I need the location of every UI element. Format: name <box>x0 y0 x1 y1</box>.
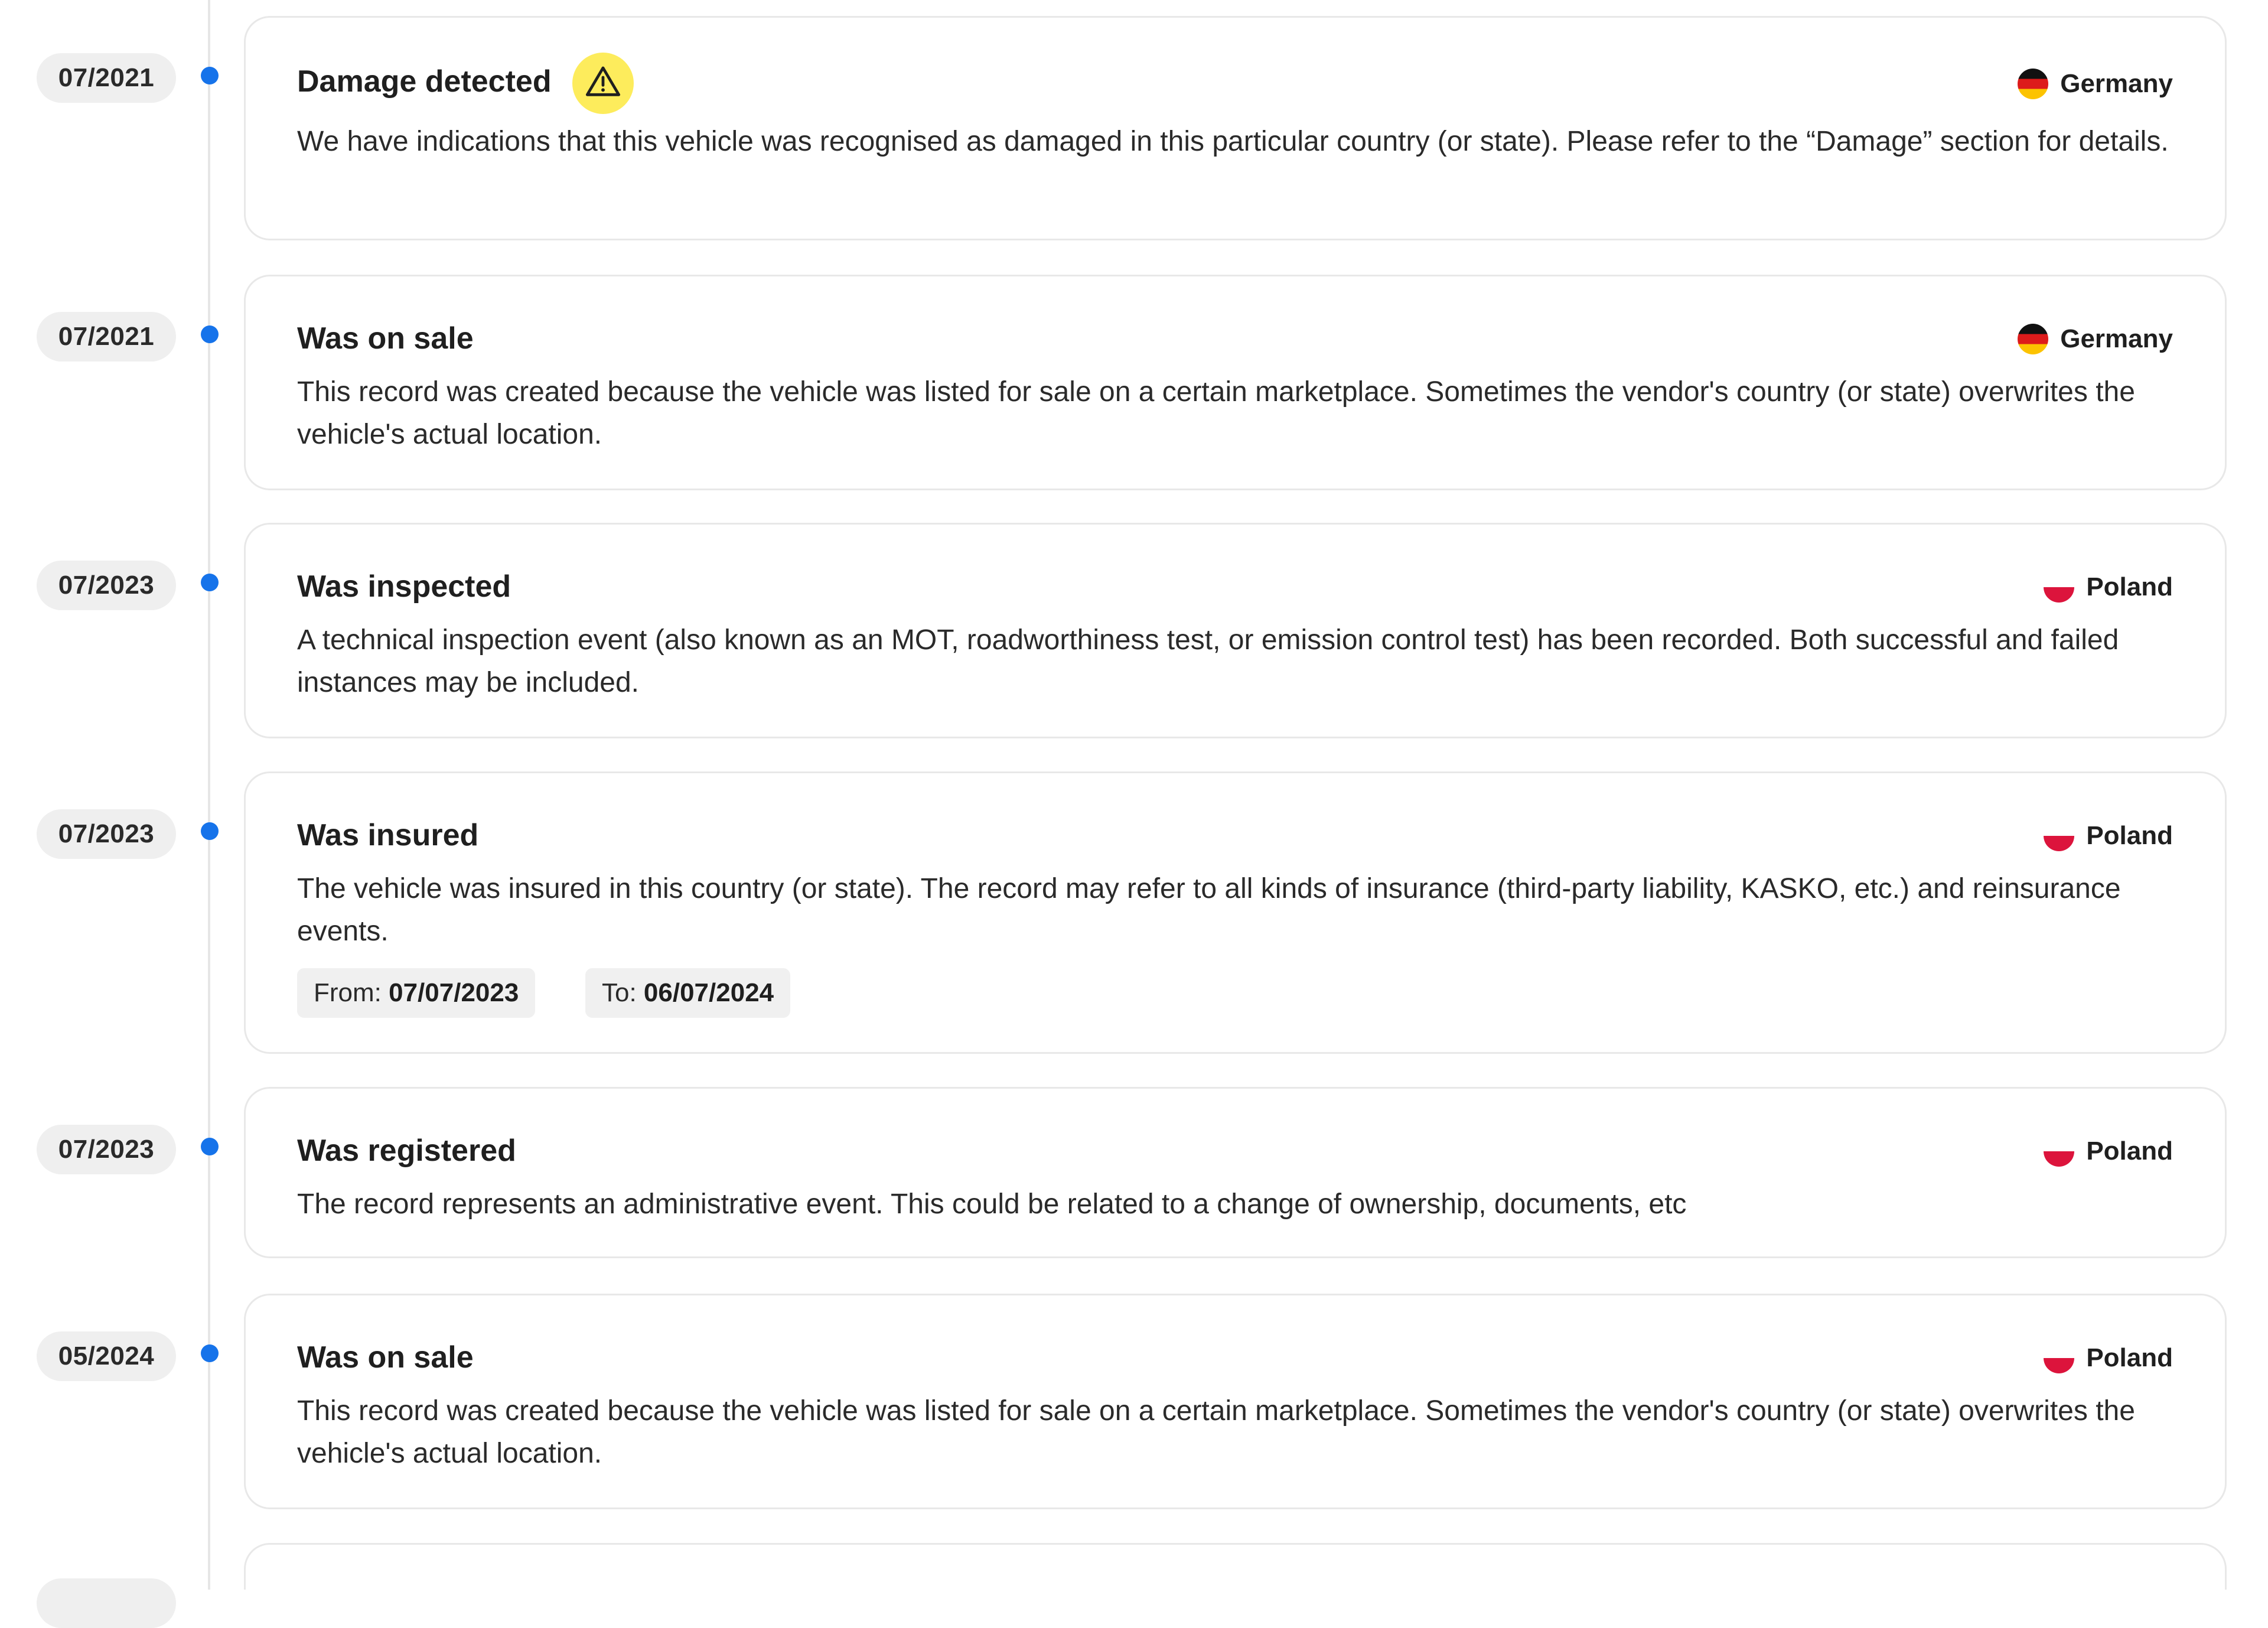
country-label <box>2044 819 2173 852</box>
event-title: Was registered <box>297 1134 516 1168</box>
date-badge: 07/2023 <box>37 809 176 859</box>
poland-flag-icon <box>2044 1136 2074 1167</box>
event-title: Was inspected <box>297 569 511 604</box>
country-name: Poland <box>2086 1137 2173 1165</box>
timeline-dot <box>201 1138 219 1155</box>
event-card <box>244 1087 2227 1258</box>
event-description: This record was created because the vehicle was listed for sale on a certain marketplace. Sometimes the vendor's country (or state) overwrites the vehicle's actual location. <box>297 1395 2135 1469</box>
poland-flag-icon <box>2044 572 2074 603</box>
country-label <box>2044 1135 2173 1168</box>
event-description: We have indications that this vehicle was recognised as damaged in this particular country (or state). Please refer to the “Damage” section for details. <box>297 126 2169 157</box>
warning-triangle-icon <box>572 53 634 114</box>
country-name: Poland <box>2086 572 2173 601</box>
country-label <box>2018 67 2173 100</box>
country-label <box>2044 571 2173 604</box>
date-badge: 07/2021 <box>37 312 176 362</box>
event-description: A technical inspection event (also known as an MOT, roadworthiness test, or emission control test) has been recorded. Both successful and failed instances may be included. <box>297 624 2119 698</box>
germany-flag-icon <box>2018 69 2048 99</box>
from-date: 07/07/2023 <box>389 978 519 1007</box>
event-description: This record was created because the vehicle was listed for sale on a certain marketplace. Sometimes the vendor's country (or state) overwrites the vehicle's actual location. <box>297 376 2135 450</box>
event-title: Was on sale <box>297 1340 474 1375</box>
country-name: Germany <box>2060 69 2173 98</box>
event-title: Was insured <box>297 818 479 852</box>
poland-flag-icon <box>2044 820 2074 851</box>
country-label <box>2018 323 2173 356</box>
event-card <box>244 275 2227 490</box>
timeline-dot <box>201 67 219 84</box>
event-card <box>244 1294 2227 1509</box>
event-title: Damage detected <box>297 64 552 99</box>
to-label: To: <box>602 978 644 1007</box>
insurance-to-chip <box>585 968 790 1018</box>
event-title: Was on sale <box>297 321 474 356</box>
insurance-from-chip <box>297 968 535 1018</box>
event-card-partial <box>244 1543 2227 1590</box>
event-description: The record represents an administrative event. This could be related to a change of ownership, documents, etc <box>297 1189 1687 1220</box>
germany-flag-icon <box>2018 324 2048 354</box>
timeline-dot <box>201 822 219 840</box>
event-card <box>244 523 2227 738</box>
event-description: The vehicle was insured in this country (or state). The record may refer to all kinds of insurance (third-party liability, KASKO, etc.) and reinsurance events. <box>297 873 2121 947</box>
country-name: Poland <box>2086 1343 2173 1372</box>
date-badge: 05/2024 <box>37 1331 176 1381</box>
event-card <box>244 16 2227 240</box>
timeline-dot <box>201 574 219 591</box>
poland-flag-icon <box>2044 1343 2074 1373</box>
date-badge: 07/2023 <box>37 1125 176 1174</box>
date-badge: 07/2021 <box>37 53 176 103</box>
country-name: Germany <box>2060 324 2173 353</box>
date-badge: 07/2023 <box>37 561 176 610</box>
from-label: From: <box>314 978 389 1007</box>
country-name: Poland <box>2086 821 2173 850</box>
event-card <box>244 771 2227 1054</box>
country-label <box>2044 1342 2173 1375</box>
to-date: 06/07/2024 <box>643 978 774 1007</box>
date-badge-partial <box>37 1578 176 1628</box>
timeline-dot <box>201 1344 219 1362</box>
timeline-dot <box>201 325 219 343</box>
